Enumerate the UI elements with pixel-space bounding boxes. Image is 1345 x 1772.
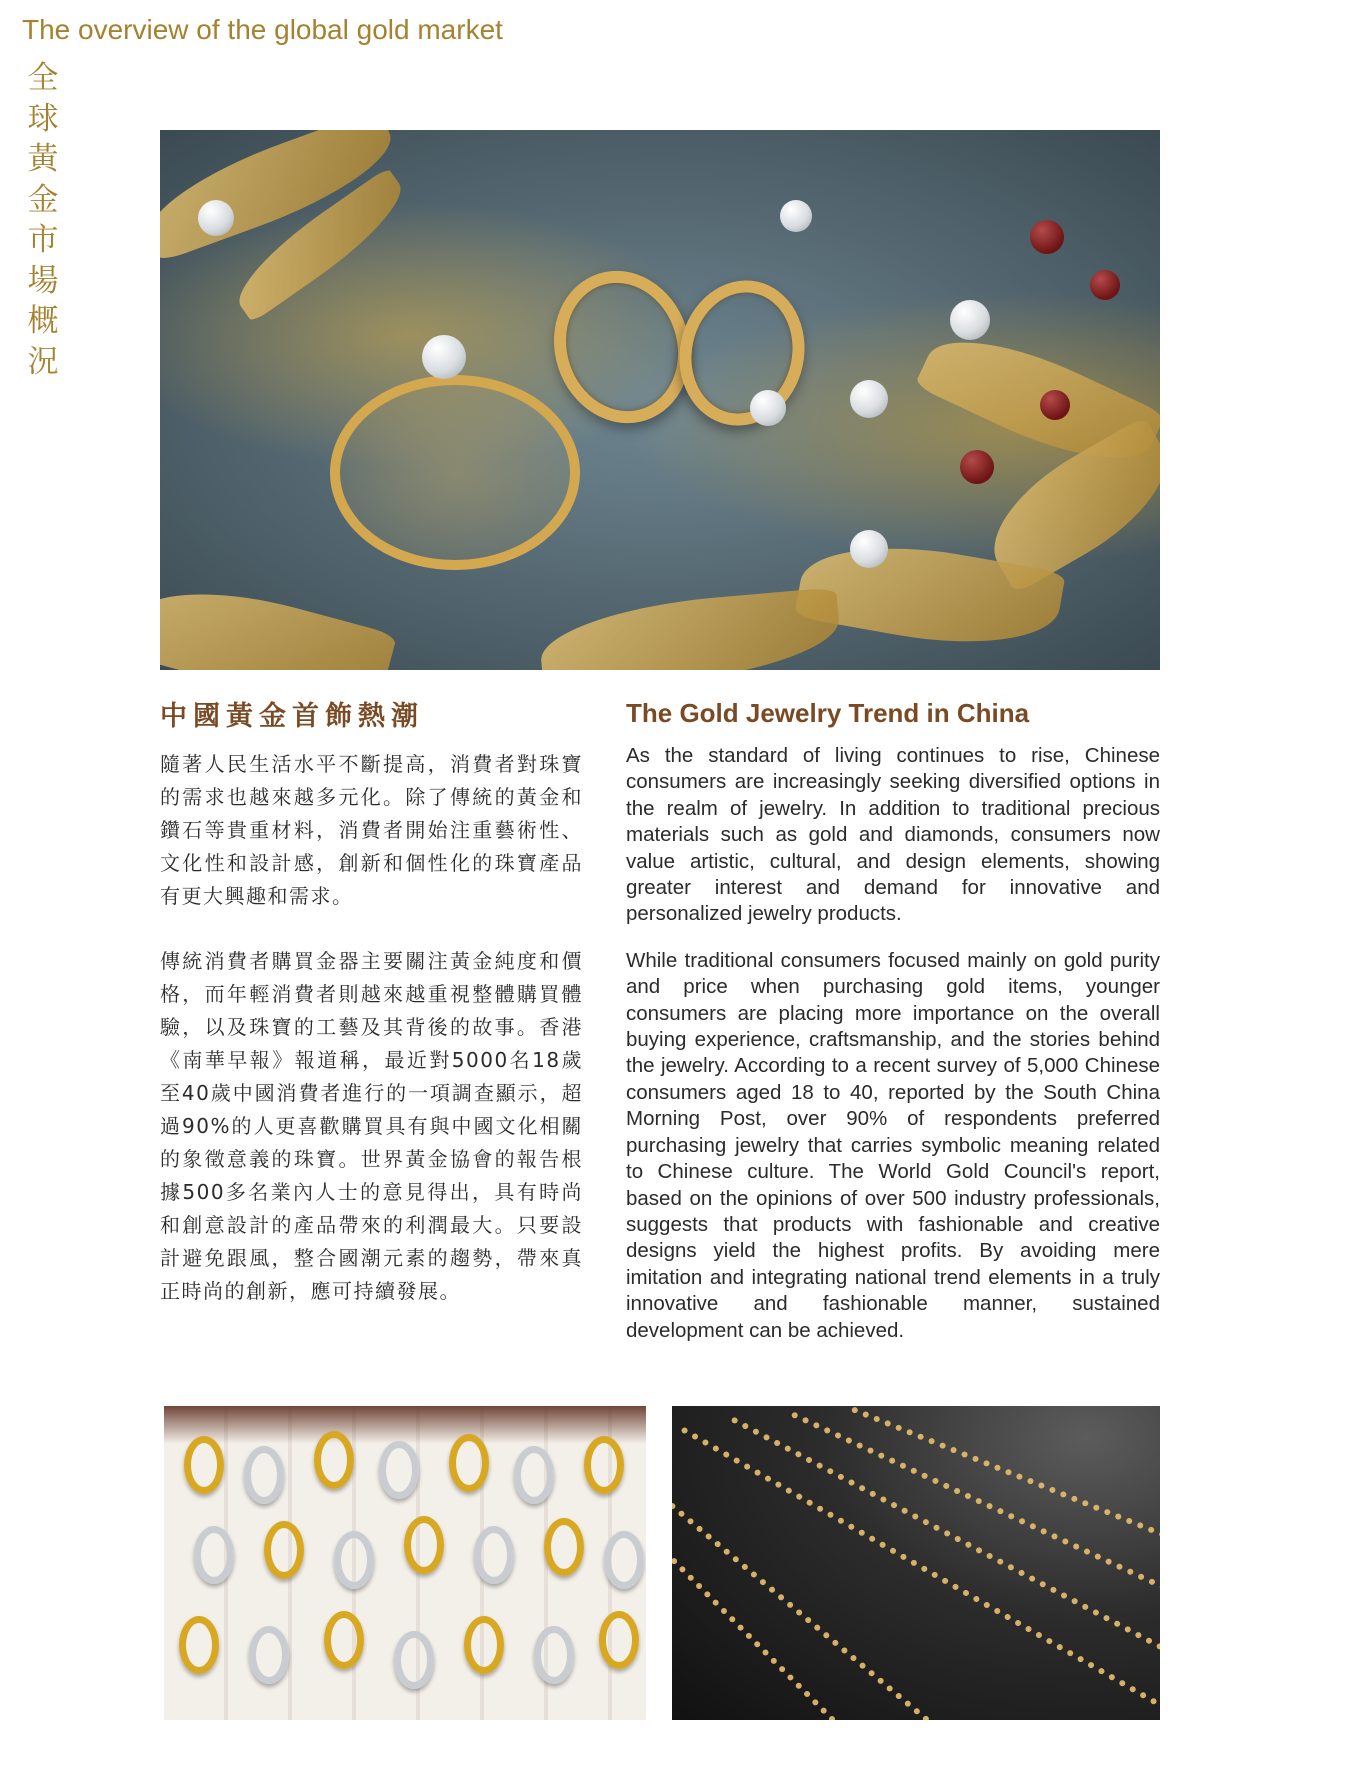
pearl	[950, 300, 990, 340]
ring	[379, 1441, 419, 1499]
ring	[394, 1631, 434, 1689]
ring	[244, 1446, 284, 1504]
hero-photo-wedding-rings	[160, 130, 1160, 670]
gold-chain	[731, 1416, 1160, 1684]
pearl	[850, 380, 888, 418]
chinese-text-column	[160, 748, 583, 1308]
red-bead	[1040, 390, 1070, 420]
ring	[534, 1626, 574, 1684]
photo-ring-display-tray	[164, 1406, 646, 1720]
red-bead	[960, 450, 994, 484]
double-happiness-emblem	[330, 375, 580, 570]
ring	[514, 1446, 554, 1504]
pearl	[780, 200, 812, 232]
red-bead	[1030, 220, 1064, 254]
chinese-paragraph: 傳統消費者購買金器主要關注黃金純度和價格，而年輕消費者則越來越重視整體購買體驗，以及珠寶的工藝及其背後的故事。香港《南華早報》報道稱，最近對5000名18歲至40歲中國消費者進行的一項調查顯示，超過90%的人更喜歡購買具有與中國文化相關的象徵意義的珠寶。世界黃金協會的報告根據500多名業內人士的意見得出，具有時尚和創意設計的產品帶來的利潤最大。只要設計避免跟風，整合國潮元素的趨勢，帶來真正時尚的創新，應可持續發展。	[160, 949, 583, 1303]
ring	[404, 1516, 444, 1574]
ring	[584, 1436, 624, 1494]
gold-leaf-ornament	[160, 568, 397, 670]
ring	[194, 1526, 234, 1584]
english-paragraph: As the standard of living continues to rise, Chinese consumers are increasingly seeking diversified options in the realm of jewelry. In addition to traditional precious materials such as gold and diamonds, consumers now value artistic, cultural, and design elements, showing greater interest and demand for innovative and personalized jewelry products.	[626, 744, 1160, 926]
ring	[464, 1616, 504, 1674]
ring	[314, 1431, 354, 1489]
pearl	[422, 335, 466, 379]
ring	[334, 1531, 374, 1589]
ring	[264, 1521, 304, 1579]
chinese-paragraph: 隨著人民生活水平不斷提高，消費者對珠寶的需求也越來越多元化。除了傳統的黃金和鑽石等貴重材料，消費者開始注重藝術性、文化性和設計感，創新和個性化的珠寶產品有更大興趣和需求。	[160, 752, 583, 908]
ring	[599, 1611, 639, 1669]
vertical-chinese-title: 全球黃金市場概況	[27, 60, 59, 380]
english-text-column	[626, 743, 1160, 1344]
gold-chain	[672, 1557, 886, 1720]
pearl	[198, 200, 234, 236]
pearl	[750, 390, 786, 426]
gold-leaf-ornament	[537, 587, 843, 670]
section-title-english: The Gold Jewelry Trend in China	[626, 698, 1030, 728]
wedding-ring-right	[666, 269, 818, 438]
red-bead	[1090, 270, 1120, 300]
ring	[604, 1531, 644, 1589]
ring	[474, 1526, 514, 1584]
ring	[184, 1436, 224, 1494]
pearl	[850, 530, 888, 568]
ring	[179, 1616, 219, 1674]
ring	[544, 1518, 584, 1576]
ring	[249, 1626, 289, 1684]
page-header-title: The overview of the global gold market	[22, 14, 503, 45]
english-paragraph: While traditional consumers focused mainly on gold purity and price when purchasing gold items, younger consumers are placing more importance on the overall buying experience, craftsmanship, and the stories behind the jewelry. According to a recent survey of 5,000 Chinese consumers aged 18 to 40, reported by the South China Morning Post, over 90% of respondents preferred purchasing jewelry that carries symbolic meaning related to Chinese culture. The World Gold Council's report, based on the opinions of over 500 industry professionals, suggests that products with fashionable and creative designs yield the highest profits. By avoiding mere imitation and integrating national trend elements in a truly innovative and fashionable manner, sustained development can be achieved.	[626, 948, 1160, 1342]
photo-gold-chains	[672, 1406, 1160, 1720]
section-title-chinese: 中國黃金首飾熱潮	[160, 701, 424, 732]
ring	[449, 1434, 489, 1492]
ring	[324, 1611, 364, 1669]
